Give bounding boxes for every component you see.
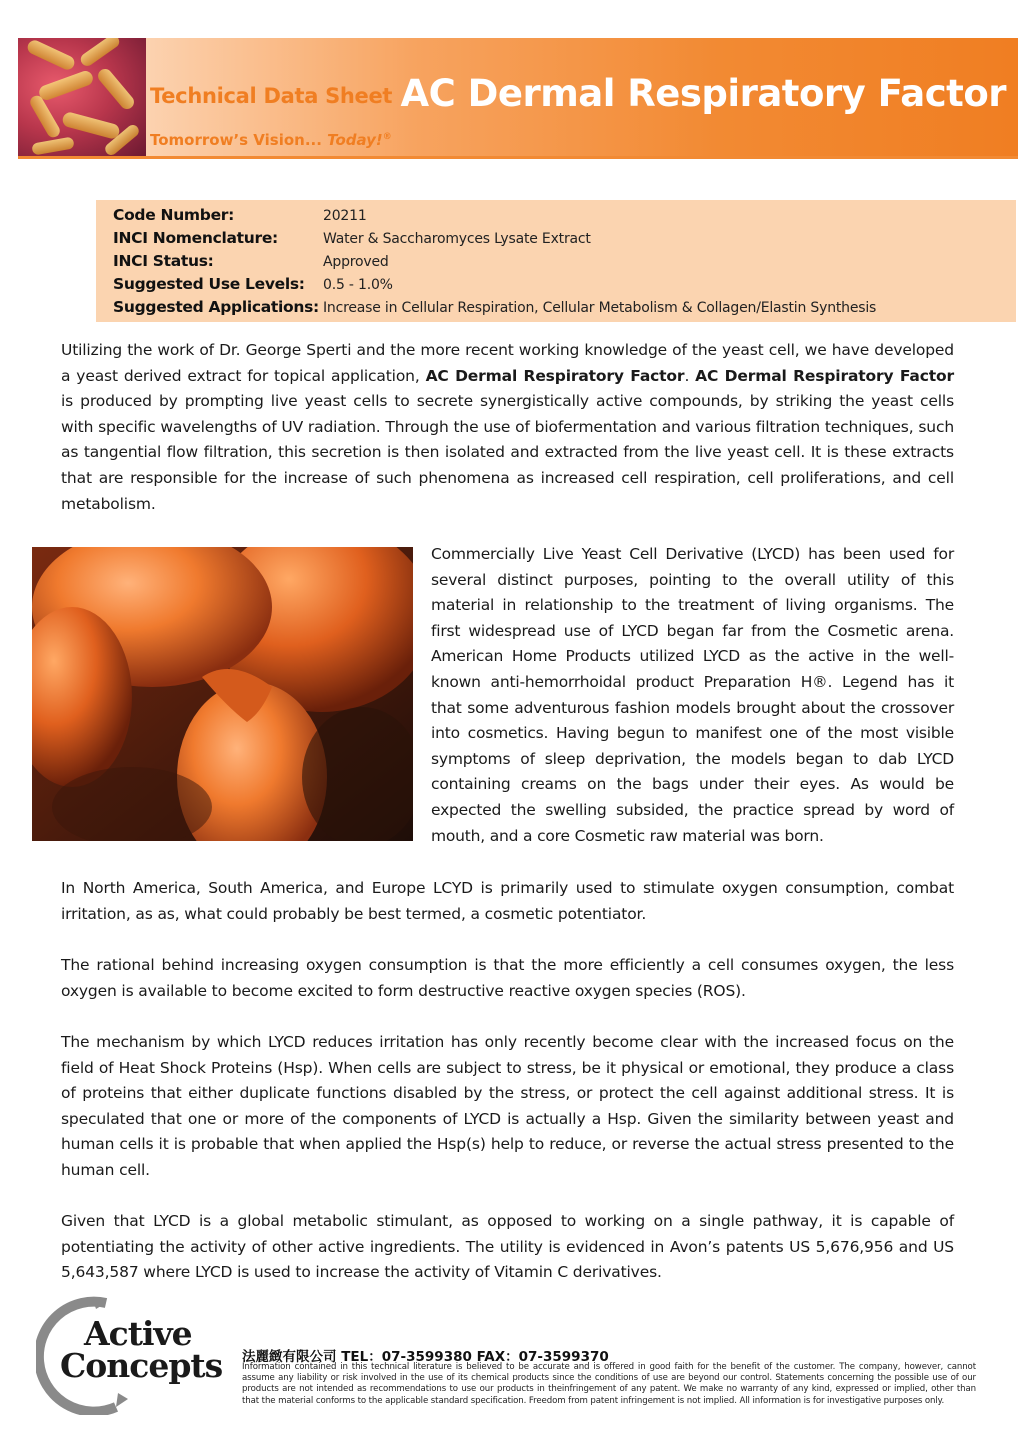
spec-label: Suggested Applications: [113, 298, 319, 316]
irritation-paragraph: The mechanism by which LYCD reduces irritation has only recently become clear with the increased focus on the field of Heat Shock Proteins (Hsp). When cells are subject to stress, be it physical or emotional, they produce a class of proteins that either duplicate functions disabled by the stress, or protect the cell against additional stress. It is speculated that one or more of the components of LYCD is actually a Hsp. Given the similarity between yeast and human cells it is probable that when applied the Hsp(s) help to reduce, or reverse the actual stress presented to the human cell. [61, 1033, 954, 1179]
contact-info: 法麗緻有限公司 TEL：07-3599380 FAX：07-3599370 [242, 1349, 609, 1365]
spec-value: Approved [323, 254, 389, 270]
bacteria-header-image [18, 38, 146, 158]
spec-value: Water & Saccharomyces Lysate Extract [323, 231, 591, 247]
intro-paragraph: Utilizing the work of Dr. George Sperti and the more recent working knowledge of the yeast cell, we have developed a yeast derived extract for topical application, AC Dermal Respiratory Factor. AC Dermal Respiratory Factor is produced by prompting live yeast cells to secrete synergistically active compounds, by striking the yeast cells with specific wavelengths of UV radiation. Through the use of biofermentation and various filtration techniques, such as tangential flow filtration, this secretion is then isolated and extracted from the live yeast cell. It is these extracts that are responsible for the increase of such phenomena as increased cell respiration, cell proliferations, and cell metabolism. [61, 341, 955, 513]
spec-label: INCI Status: [113, 252, 214, 270]
potentiator-paragraph: Given that LYCD is a global metabolic stimulant, as opposed to working on a single pathway, it is capable of potentiating the activity of other active ingredients. The utility is evidenced in Avon’s patents US 5,676,956 and US 5,643,587 where LYCD is used to increase the activity of Vitamin C derivatives. [61, 1212, 954, 1282]
oxygen-paragraph: The rational behind increasing oxygen consumption is that the more efficiently a cell consumes oxygen, the less oxygen is available to become excited to form destructive reactive oxygen species (ROS). [61, 956, 954, 1000]
spec-value: Increase in Cellular Respiration, Cellular Metabolism & Collagen/Elastin Synthesis [323, 300, 877, 316]
lycd-history-paragraph: Commercially Live Yeast Cell Derivative (LYCD) has been used for several distinct purposes, pointing to the overall utility of this material in relationship to the treatment of living organisms. The first widespread use of LYCD began far from the Cosmetic arena. American Home Products utilized LYCD as the active in the well-known anti-hemorrhoidal product Preparation H®. Legend has it that some adventurous fashion models brought about the crossover into cosmetics. Having begun to manifest one of the most visible symptoms of sleep deprivation, the models began to dab LYCD containing creams on the bags under their eyes. As would be expected the swelling subsided, the practice spread by word of mouth, and a core Cosmetic raw material was born. [431, 545, 954, 845]
header-rule [18, 156, 1018, 159]
sheet-title: Technical Data Sheet [150, 84, 393, 108]
spec-box [96, 200, 1016, 322]
product-name: AC Dermal Respiratory Factor [400, 72, 1006, 115]
spec-row-inci [113, 229, 591, 251]
spec-row-status [113, 252, 389, 274]
spec-value: 20211 [323, 208, 367, 224]
spec-row-code [113, 206, 367, 228]
logo-wordmark: Active Concepts [60, 1314, 223, 1385]
tagline: Tomorrow’s Vision... Today!® [150, 131, 392, 149]
usage-paragraph: In North America, South America, and Europe LCYD is primarily used to stimulate oxygen consumption, combat irritation, as as, what could probably be best termed, a cosmetic potentiator. [61, 879, 954, 923]
spec-label: Suggested Use Levels: [113, 275, 305, 293]
legal-disclaimer: Information contained in this technical literature is believed to be accurate and is offered in good faith for the benefit of the customer. The company, however, cannot assume any liability or risk involved in the use of its chemical products since the conditions of use are beyond our control. Statements concerning the possible use of our products are not intended as recommendations to use our products in theinfringement of any patent. We make no warranty of any kind, expressed or implied, other than that the material conforms to the applicable standard specification. Freedom from patent infringement is not implied. All information is for investigative purposes only. [242, 1362, 976, 1406]
spec-row-use-levels [113, 275, 393, 297]
spec-value: 0.5 - 1.0% [323, 277, 393, 293]
spec-label: INCI Nomenclature: [113, 229, 278, 247]
yeast-cell-photo [32, 547, 413, 841]
spec-row-applications [113, 298, 876, 320]
spec-label: Code Number: [113, 206, 235, 224]
